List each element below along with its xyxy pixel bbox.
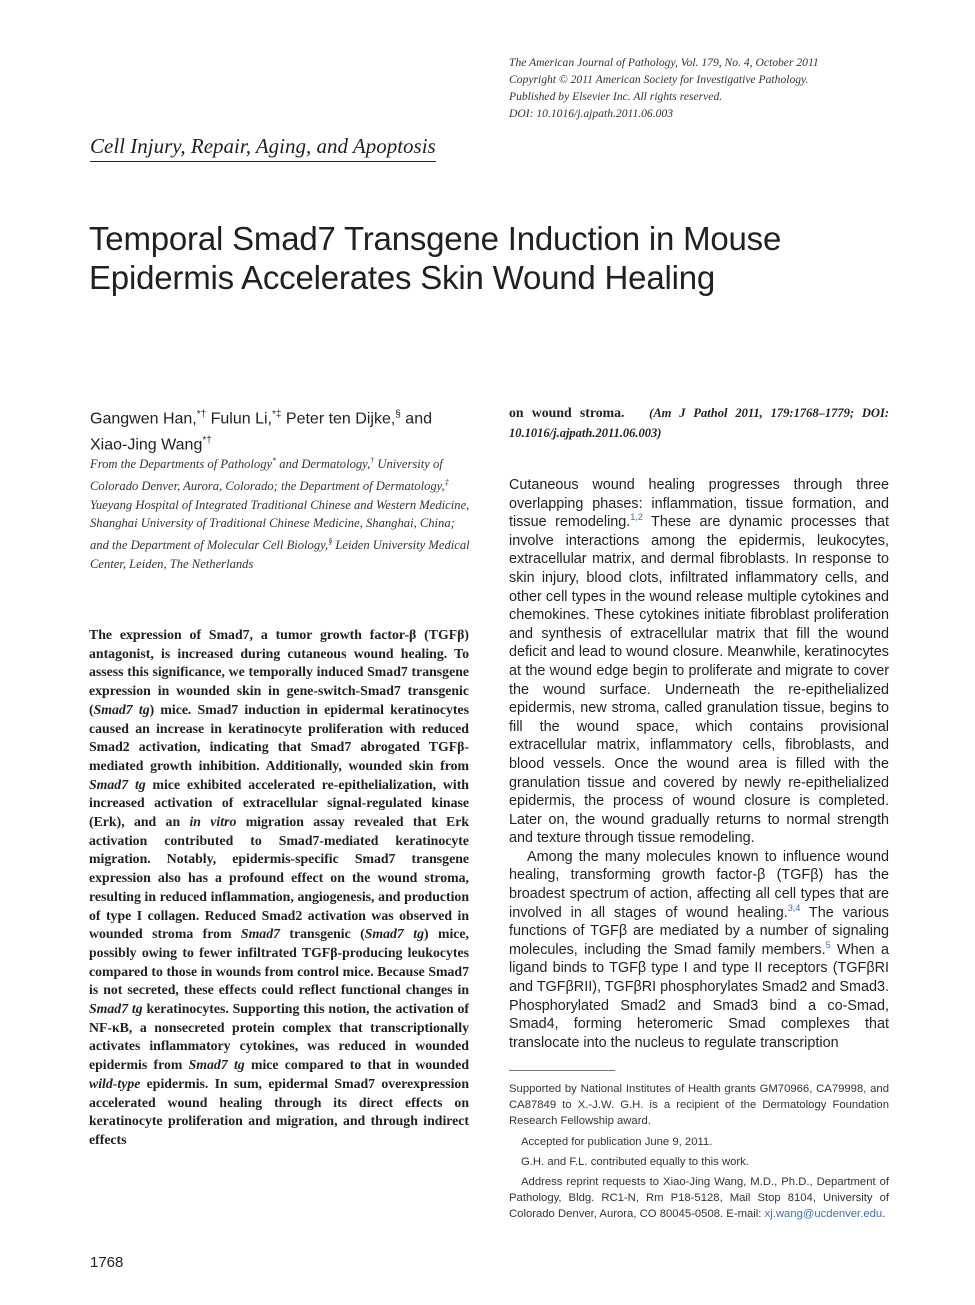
body-text-run: When a ligand binds to TGFβ type I and type II receptors (TGFβRI and TGFβRII), TGFβRI phosphorylates Smad2 and Smad3. Phosphorylated Smad2 and Smad3 bind a co-Smad, Smad4, forming heteromeric Smad complexes that translocate into the nucleus to regulate transcription	[509, 941, 889, 1051]
abstract-text: ) mice, possibly owing to fewer infiltrated TGFβ-producing leukocytes compared to those in wounds from control mice. Because Smad7 is not secreted, these effects could reflect functional changes in	[89, 926, 470, 998]
body-text-run: The various functions of TGFβ are mediated by a number of signaling molecules, including the Smad family members.	[509, 904, 889, 958]
article-title	[89, 219, 909, 297]
author-list	[90, 404, 480, 457]
affiliation-text: From the Departments of Pathology	[90, 457, 273, 472]
affiliation-text: University of Colorado Denver, Aurora, Colorado; the Department of Dermatology,	[90, 457, 445, 493]
abstract-italic: Smad7 tg	[364, 926, 424, 942]
author-affiliation-mark: *‡	[272, 409, 282, 420]
body-text	[509, 476, 889, 1052]
author-conjunction: and	[400, 410, 432, 428]
abstract-text: keratinocytes. Supporting this notion, the activation of NF-κB, a nonsecreted protein complex that transcriptionally activates inflammatory cytokines, was reduced in wounded epidermis from	[89, 1001, 469, 1073]
abstract-text: migration assay revealed that Erk activation contributed to Smad7-mediated keratinocyte migration. Notably, epidermis-specific Smad7 transgene expression also has a profound effect on the wound stroma, resulting in reduced inflammation, angiogenesis, and production of type I collagen. Reduced Smad2 activation was observed in wounded stroma from	[89, 814, 469, 942]
abstract-citation: (Am J Pathol 2011, 179:1768–1779; DOI: 10.1016/j.ajpath.2011.06.003)	[509, 406, 889, 440]
journal-citation-line: The American Journal of Pathology, Vol. 179, No. 4, October 2011	[509, 56, 819, 69]
abstract-italic: Smad7	[240, 926, 280, 942]
section-heading: Cell Injury, Repair, Aging, and Apoptosis	[90, 133, 436, 162]
address-text: Address reprint requests to Xiao-Jing Wang, M.D., Ph.D., Department of Pathology, Bldg. RC1-N, Rm P18-5128, Mail Stop 8104, University of Colorado Denver, Aurora, CO 80045-0508. E-mail:	[509, 1176, 889, 1221]
affiliation	[90, 452, 475, 573]
page-number: 1768	[90, 1254, 124, 1271]
body-text-run: Cutaneous wound healing progresses through three overlapping phases: inflammation, tissue formation, and tissue remodeling.	[509, 477, 889, 531]
abstract-text: The expression of Smad7, a tumor growth factor-β (TGFβ) antagonist, is increased during cutaneous wound healing. To assess this significance, we temporally induced Smad7 transgene expression in wounded skin in gene-switch-Smad7 transgenic (	[89, 627, 469, 717]
abstract-text: transgenic (	[280, 926, 365, 942]
email-link[interactable]: xj.wang@ucdenver.edu	[764, 1208, 883, 1221]
journal-header	[509, 54, 909, 122]
affiliation-mark: †	[370, 456, 375, 465]
author-affiliation-mark: §	[395, 409, 401, 420]
abstract-italic: in vitro	[189, 814, 237, 830]
address-text: .	[882, 1208, 886, 1221]
footnotes	[509, 1081, 889, 1227]
title-line-2: Epidermis Accelerates Skin Wound Healing	[89, 259, 716, 296]
abstract-italic: Smad7 tg	[188, 1057, 245, 1073]
copyright-line: Copyright © 2011 American Society for Investigative Pathology.	[509, 73, 809, 86]
abstract-italic: Smad7 tg	[89, 1001, 143, 1017]
body-text-run: These are dynamic processes that involve interactions among the epidermis, leukocytes, extracellular matrix, and dermal fibroblasts. In response to skin injury, blood clots, infiltrated inflammatory cells, and other cell types in the wound release multiple cytokines and chemokines. These cytokines initiate fibroblast proliferation and synthesis of extracellular matrix that fill the wound deficit and lead to wound closure. Meanwhile, keratinocytes at the wound edge begin to proliferate and migrate to cover the wound surface. Underneath the re-epithelialized epidermis, new stroma, called granulation tissue, begins to fill the wound space, which contains provisional extracellular matrix, inflammatory cells, fibroblasts, and blood vessels. Once the wound area is filled with the granulation tissue and covered by newly re-epithelialized epidermis, the process of wound closure is completed. Later on, the wound gradually returns to normal strength and texture through tissue remodeling.	[509, 514, 889, 847]
affiliation-text: and Dermatology,	[276, 457, 371, 472]
author-name: Gangwen Han,	[90, 410, 197, 428]
abstract-italic: Smad7 tg	[93, 701, 150, 717]
title-line-1: Temporal Smad7 Transgene Induction in Mouse	[89, 220, 782, 257]
reference-link[interactable]: 5	[825, 940, 831, 951]
abstract	[89, 626, 469, 1150]
body-text-run: Among the many molecules known to influence wound healing, transforming growth factor-β (TGFβ) has the broadest spectrum of action, affecting all cell types that are involved in all stages of wound healing.	[509, 848, 889, 921]
body-paragraph	[509, 476, 889, 848]
abstract-italic: Smad7 tg	[89, 776, 146, 792]
accepted-date-note: Accepted for publication June 9, 2011.	[521, 1135, 713, 1148]
author-name: Peter ten Dijke,	[281, 410, 396, 428]
abstract-italic: wild-type	[89, 1075, 141, 1091]
footnote-divider	[509, 1070, 615, 1071]
publisher-line: Published by Elsevier Inc. All rights reserved.	[509, 90, 723, 103]
funding-note: Supported by National Institutes of Health grants GM70966, CA79998, and CA87849 to X.-J.W. G.H. is a recipient of the Dermatology Foundation Research Fellowship award.	[509, 1083, 889, 1128]
reference-link[interactable]: 3,4	[787, 902, 801, 913]
author-affiliation-mark: *†	[196, 409, 207, 420]
affiliation-mark: *	[272, 456, 277, 465]
affiliation-text: Leiden University Medical Center, Leiden, The Netherlands	[90, 537, 470, 571]
abstract-text: mice compared to that in wounded	[244, 1057, 470, 1073]
affiliation-text: Yueyang Hospital of Integrated Traditional Chinese and Western Medicine, Shanghai University of Traditional Chinese Medicine, Shanghai, China; and the Department of Molecular Cell Biology,	[90, 497, 470, 552]
doi-line: DOI: 10.1016/j.ajpath.2011.06.003	[509, 107, 674, 120]
abstract-text: epidermis. In sum, epidermal Smad7 overexpression accelerated wound healing through its direct effects on keratinocyte proliferation and migration, and through indirect effects	[89, 1075, 469, 1147]
affiliation-mark: ‡	[444, 477, 449, 487]
abstract-text: mice exhibited accelerated re-epithelialization, with increased activation of extracellular signal-regulated kinase (Erk), and an	[89, 776, 469, 830]
affiliation-mark: §	[328, 536, 333, 546]
body-paragraph	[509, 848, 889, 1053]
author-name: Xiao-Jing Wang	[90, 436, 203, 454]
reprint-address-note	[509, 1174, 889, 1223]
abstract-continuation	[509, 403, 889, 443]
reference-link[interactable]: 1,2	[630, 512, 643, 523]
author-affiliation-mark: *†	[202, 435, 212, 447]
abstract-text: ) mice. Smad7 induction in epidermal keratinocytes caused an increase in keratinocyte proliferation with reduced Smad2 activation, indicating that Smad7 abrogated TGFβ-mediated growth inhibition. Additionally, wounded skin from	[89, 701, 470, 773]
abstract-text: on wound stroma.	[509, 405, 625, 420]
equal-contribution-note: G.H. and F.L. contributed equally to this work.	[521, 1155, 749, 1168]
author-name: Fulun Li,	[206, 410, 272, 428]
